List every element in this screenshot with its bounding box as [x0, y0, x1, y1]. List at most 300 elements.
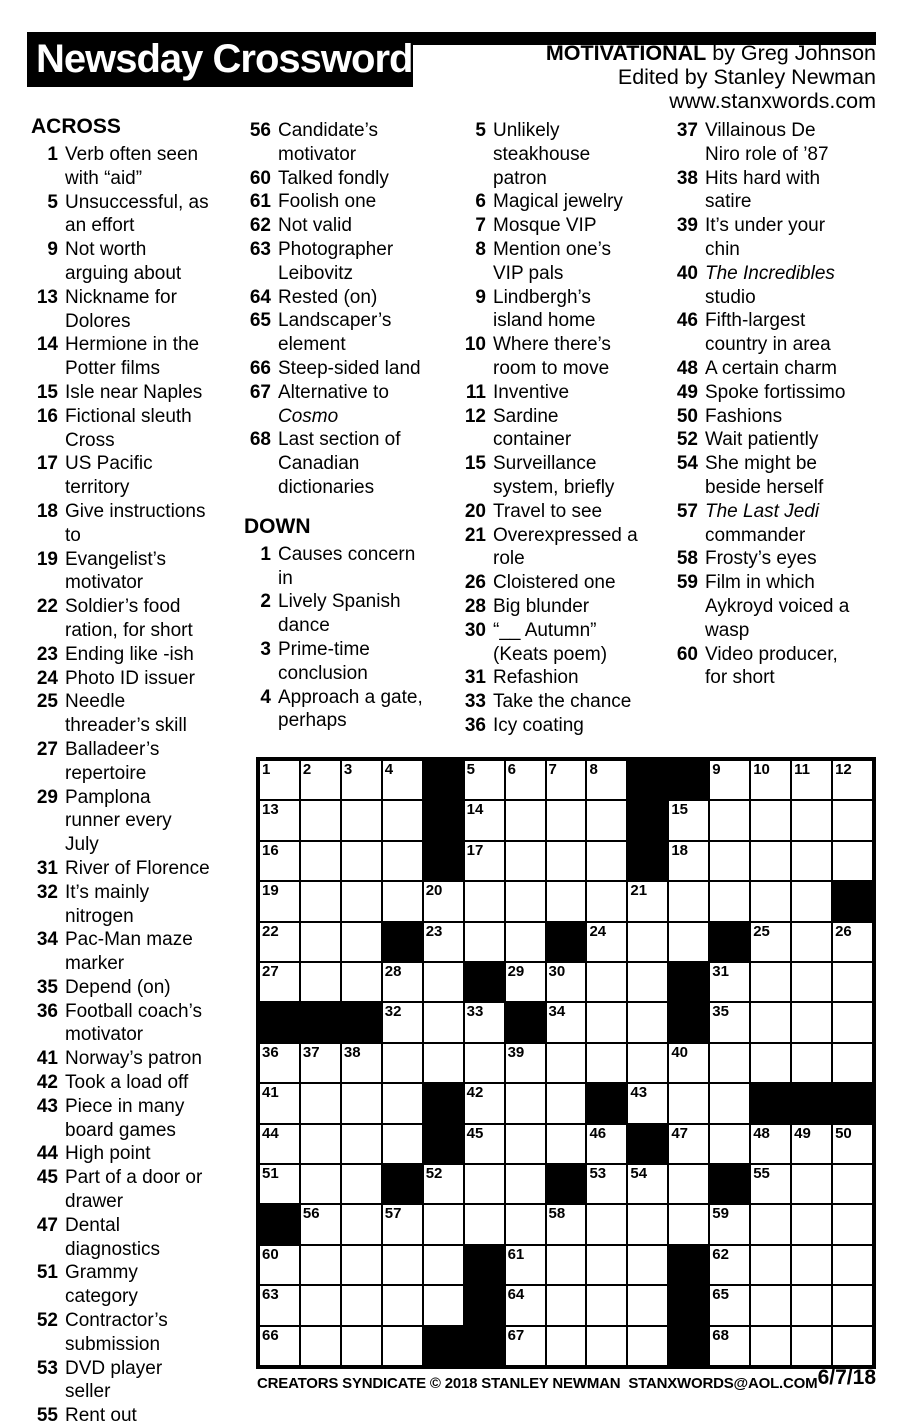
grid-cell-r10c3[interactable] — [341, 1124, 382, 1164]
grid-cell-r5c11[interactable] — [668, 922, 709, 962]
grid-cell-r1c7[interactable] — [505, 760, 546, 800]
grid-cell-r1c4[interactable] — [382, 760, 423, 800]
grid-cell-r6c3[interactable] — [341, 962, 382, 1002]
clue-number: 46 — [676, 310, 698, 332]
grid-cell-r11c9[interactable] — [586, 1164, 627, 1204]
grid-cell-r7c13[interactable] — [750, 1002, 791, 1042]
grid-cell-r15c12[interactable] — [709, 1326, 750, 1366]
clue-across-14 — [30, 333, 240, 381]
grid-cell-r3c15[interactable] — [832, 841, 873, 881]
grid-cell-r2c11[interactable] — [668, 800, 709, 840]
grid-cell-r4c1[interactable] — [259, 881, 300, 921]
grid-cell-r8c3[interactable] — [341, 1043, 382, 1083]
grid-cell-r13c1[interactable] — [259, 1245, 300, 1285]
grid-cell-r2c2[interactable] — [300, 800, 341, 840]
grid-cell-r13c8[interactable] — [546, 1245, 587, 1285]
clue-text: Prime-time conclusion — [278, 638, 370, 684]
clue-number: 54 — [676, 453, 698, 475]
grid-cell-r14c10[interactable] — [627, 1285, 668, 1325]
grid-cell-r13c4[interactable] — [382, 1245, 423, 1285]
grid-cell-r4c5[interactable] — [423, 881, 464, 921]
grid-cell-r1c8[interactable] — [546, 760, 587, 800]
grid-cell-r11c10[interactable] — [627, 1164, 668, 1204]
clue-text: Frosty’s eyes — [705, 548, 817, 570]
grid-cell-r12c7[interactable] — [505, 1204, 546, 1244]
clue-text: Wait patiently — [705, 429, 819, 451]
clue-across-65 — [243, 309, 456, 357]
grid-cell-r3c14[interactable] — [791, 841, 832, 881]
clue-number: 38 — [676, 167, 698, 189]
grid-cell-r11c5[interactable] — [423, 1164, 464, 1204]
clue-text: Fashions — [705, 405, 783, 427]
grid-cell-r2c3[interactable] — [341, 800, 382, 840]
grid-cell-r5c7[interactable] — [505, 922, 546, 962]
clue-column-1 — [30, 114, 240, 1424]
grid-cell-r10c15[interactable] — [832, 1124, 873, 1164]
grid-cell-r9c7[interactable] — [505, 1083, 546, 1123]
grid-cell-r14c8[interactable] — [546, 1285, 587, 1325]
grid-cell-r5c6[interactable] — [464, 922, 505, 962]
clue-text: Mosque VIP — [493, 215, 597, 237]
clue-number: 28 — [464, 595, 486, 617]
clue-number: 7 — [475, 215, 486, 237]
grid-cell-r14c3[interactable] — [341, 1285, 382, 1325]
grid-cell-r10c14[interactable] — [791, 1124, 832, 1164]
puzzle-website[interactable]: www.stanxwords.com — [669, 89, 876, 113]
cell-number: 28 — [384, 963, 402, 980]
grid-cell-r9c8[interactable] — [546, 1083, 587, 1123]
grid-cell-r7c8[interactable] — [546, 1002, 587, 1042]
clue-across-15 — [30, 381, 240, 405]
grid-cell-r11c15[interactable] — [832, 1164, 873, 1204]
grid-cell-r13c10[interactable] — [627, 1245, 668, 1285]
grid-cell-r14c14[interactable] — [791, 1285, 832, 1325]
clue-down-60 — [670, 643, 877, 691]
grid-cell-r12c3[interactable] — [341, 1204, 382, 1244]
grid-cell-r2c14[interactable] — [791, 800, 832, 840]
grid-cell-r12c10[interactable] — [627, 1204, 668, 1244]
cell-number: 20 — [425, 882, 443, 900]
grid-cell-r9c4[interactable] — [382, 1083, 423, 1123]
grid-cell-r2c8[interactable] — [546, 800, 587, 840]
grid-cell-r6c4[interactable] — [382, 962, 423, 1002]
grid-cell-r8c6[interactable] — [464, 1043, 505, 1083]
clue-across-52 — [30, 1309, 240, 1357]
grid-cell-r9c1[interactable] — [259, 1083, 300, 1123]
grid-cell-r5c13[interactable] — [750, 922, 791, 962]
cell-number: 10 — [753, 761, 770, 778]
grid-cell-r8c13[interactable] — [750, 1043, 791, 1083]
puzzle-title-line — [546, 41, 876, 65]
clue-across-25 — [30, 690, 240, 738]
clue-number: 47 — [36, 1214, 58, 1236]
grid-cell-r11c14[interactable] — [791, 1164, 832, 1204]
clue-number: 24 — [36, 667, 58, 689]
grid-cell-r6c7[interactable] — [505, 962, 546, 1002]
grid-cell-r8c7[interactable] — [505, 1043, 546, 1083]
grid-cell-r4c4[interactable] — [382, 881, 423, 921]
grid-cell-r1c3[interactable] — [341, 760, 382, 800]
clue-text: Alternative to Cosmo — [278, 381, 389, 427]
clue-across-43 — [30, 1095, 240, 1143]
grid-cell-r13c12[interactable] — [709, 1245, 750, 1285]
clue-number: 48 — [676, 357, 698, 379]
grid-cell-r5c1[interactable] — [259, 922, 300, 962]
grid-cell-r11c3[interactable] — [341, 1164, 382, 1204]
grid-cell-r10c8[interactable] — [546, 1124, 587, 1164]
grid-cell-r8c1[interactable] — [259, 1043, 300, 1083]
grid-cell-r11c7[interactable] — [505, 1164, 546, 1204]
across-heading: ACROSS — [31, 115, 121, 138]
clue-number: 57 — [676, 500, 698, 522]
grid-cell-r15c8[interactable] — [546, 1326, 587, 1366]
grid-cell-r4c6[interactable] — [464, 881, 505, 921]
grid-cell-r5c15[interactable] — [832, 922, 873, 962]
grid-cell-r9c2[interactable] — [300, 1083, 341, 1123]
grid-cell-r12c6[interactable] — [464, 1204, 505, 1244]
clue-down-2 — [243, 590, 456, 638]
grid-cell-r8c15[interactable] — [832, 1043, 873, 1083]
grid-cell-r6c5[interactable] — [423, 962, 464, 1002]
clue-across-23 — [30, 643, 240, 667]
grid-cell-r2c7[interactable] — [505, 800, 546, 840]
grid-cell-r3c3[interactable] — [341, 841, 382, 881]
grid-cell-r13c15[interactable] — [832, 1245, 873, 1285]
grid-cell-r3c4[interactable] — [382, 841, 423, 881]
grid-cell-r11c11[interactable] — [668, 1164, 709, 1204]
grid-cell-r13c13[interactable] — [750, 1245, 791, 1285]
grid-cell-r6c14[interactable] — [791, 962, 832, 1002]
grid-cell-r12c12[interactable] — [709, 1204, 750, 1244]
clue-across-47 — [30, 1214, 240, 1262]
grid-cell-r15c2[interactable] — [300, 1326, 341, 1366]
grid-cell-r4c7[interactable] — [505, 881, 546, 921]
clue-across-45 — [30, 1166, 240, 1214]
clue-text: Rent out — [65, 1405, 137, 1424]
cell-number: 63 — [262, 1286, 279, 1304]
grid-cell-r6c1[interactable] — [259, 962, 300, 1002]
clue-text: High point — [65, 1143, 151, 1165]
clue-number: 27 — [36, 738, 58, 760]
clue-down-33 — [458, 690, 668, 714]
clue-text: Fictional sleuth Cross — [65, 405, 192, 451]
grid-cell-r12c4[interactable] — [382, 1204, 423, 1244]
clue-text: It’s under your chin — [705, 215, 826, 260]
grid-cell-r10c12[interactable] — [709, 1124, 750, 1164]
grid-cell-r2c9[interactable] — [586, 800, 627, 840]
grid-cell-r4c10[interactable] — [627, 881, 668, 921]
grid-cell-r1c2[interactable] — [300, 760, 341, 800]
clue-text: It’s mainly nitrogen — [65, 881, 150, 927]
grid-cell-r3c1[interactable] — [259, 841, 300, 881]
grid-cell-r3c6[interactable] — [464, 841, 505, 881]
clue-text: Verb often seen with “aid” — [65, 144, 199, 189]
grid-cell-r14c5[interactable] — [423, 1285, 464, 1325]
clue-across-5 — [30, 191, 240, 239]
grid-cell-r15c3[interactable] — [341, 1326, 382, 1366]
clue-number: 9 — [475, 286, 486, 308]
grid-cell-r11c13[interactable] — [750, 1164, 791, 1204]
clue-across-64 — [243, 286, 456, 310]
cell-number: 2 — [302, 761, 312, 778]
clue-down-7 — [458, 214, 668, 238]
grid-cell-r12c14[interactable] — [791, 1204, 832, 1244]
grid-cell-r8c11[interactable] — [668, 1043, 709, 1083]
grid-cell-r13c7[interactable] — [505, 1245, 546, 1285]
grid-cell-r14c15[interactable] — [832, 1285, 873, 1325]
cell-number: 48 — [753, 1124, 770, 1142]
grid-cell-r7c12[interactable] — [709, 1002, 750, 1042]
grid-cell-r2c10-black — [627, 800, 668, 840]
grid-cell-r2c12[interactable] — [709, 800, 750, 840]
cell-number: 37 — [302, 1043, 320, 1061]
grid-cell-r2c13[interactable] — [750, 800, 791, 840]
grid-cell-r13c2[interactable] — [300, 1245, 341, 1285]
grid-cell-r10c7[interactable] — [505, 1124, 546, 1164]
grid-cell-r14c13[interactable] — [750, 1285, 791, 1325]
grid-cell-r6c2[interactable] — [300, 962, 341, 1002]
grid-cell-r7c10[interactable] — [627, 1002, 668, 1042]
grid-cell-r10c6[interactable] — [464, 1124, 505, 1164]
grid-cell-r1c13[interactable] — [750, 760, 791, 800]
grid-cell-r12c11[interactable] — [668, 1204, 709, 1244]
grid-cell-r9c10[interactable] — [627, 1083, 668, 1123]
grid-cell-r5c3[interactable] — [341, 922, 382, 962]
grid-cell-r1c1[interactable] — [259, 760, 300, 800]
grid-cell-r4c12[interactable] — [709, 881, 750, 921]
cell-number: 46 — [589, 1124, 607, 1142]
grid-cell-r1c14[interactable] — [791, 760, 832, 800]
grid-cell-r9c13-black — [750, 1083, 791, 1123]
grid-cell-r13c9[interactable] — [586, 1245, 627, 1285]
clue-across-44 — [30, 1142, 240, 1166]
clue-number: 44 — [36, 1143, 58, 1165]
grid-cell-r10c11[interactable] — [668, 1124, 709, 1164]
grid-cell-r4c14[interactable] — [791, 881, 832, 921]
grid-cell-r14c9[interactable] — [586, 1285, 627, 1325]
grid-cell-r7c9[interactable] — [586, 1002, 627, 1042]
grid-cell-r14c12[interactable] — [709, 1285, 750, 1325]
grid-cell-r3c11[interactable] — [668, 841, 709, 881]
clue-number: 59 — [676, 572, 698, 594]
grid-cell-r14c7[interactable] — [505, 1285, 546, 1325]
grid-cell-r8c14[interactable] — [791, 1043, 832, 1083]
grid-cell-r7c7-black — [505, 1002, 546, 1042]
clue-across-53 — [30, 1357, 240, 1405]
cell-number: 21 — [630, 882, 648, 900]
down-clues-part3 — [670, 119, 877, 690]
clue-down-11 — [458, 381, 668, 405]
grid-cell-r15c13[interactable] — [750, 1326, 791, 1366]
puzzle-credits — [546, 41, 876, 113]
grid-cell-r3c7[interactable] — [505, 841, 546, 881]
cell-number: 19 — [262, 882, 279, 900]
cell-number: 34 — [548, 1003, 566, 1021]
clue-number: 13 — [36, 286, 58, 308]
cell-number: 1 — [262, 761, 271, 778]
clue-number: 8 — [475, 238, 486, 260]
cell-number: 33 — [466, 1003, 484, 1021]
grid-cell-r8c10[interactable] — [627, 1043, 668, 1083]
grid-cell-r4c11[interactable] — [668, 881, 709, 921]
grid-cell-r5c5[interactable] — [423, 922, 464, 962]
clue-text: Took a load off — [65, 1072, 189, 1094]
clue-text: Where there’s room to move — [493, 334, 611, 379]
grid-cell-r7c5[interactable] — [423, 1002, 464, 1042]
grid-cell-r2c1[interactable] — [259, 800, 300, 840]
grid-cell-r6c12[interactable] — [709, 962, 750, 1002]
grid-cell-r5c14[interactable] — [791, 922, 832, 962]
clue-down-12 — [458, 405, 668, 453]
grid-cell-r12c5[interactable] — [423, 1204, 464, 1244]
clue-across-9 — [30, 238, 240, 286]
grid-cell-r5c10[interactable] — [627, 922, 668, 962]
clue-number: 50 — [676, 405, 698, 427]
grid-cell-r11c6[interactable] — [464, 1164, 505, 1204]
grid-cell-r14c11-black — [668, 1285, 709, 1325]
grid-cell-r4c3[interactable] — [341, 881, 382, 921]
clue-number: 35 — [36, 976, 58, 998]
grid-cell-r4c8[interactable] — [546, 881, 587, 921]
grid-cell-r2c15[interactable] — [832, 800, 873, 840]
clue-text: Hits hard with satire — [705, 167, 821, 213]
grid-cell-r7c14[interactable] — [791, 1002, 832, 1042]
grid-cell-r9c12[interactable] — [709, 1083, 750, 1123]
grid-cell-r4c13[interactable] — [750, 881, 791, 921]
grid-cell-r7c15[interactable] — [832, 1002, 873, 1042]
grid-cell-r10c2[interactable] — [300, 1124, 341, 1164]
footer-syndicate: CREATORS SYNDICATE © 2018 STANLEY NEWMAN STANXWORDS@AOL.COM — [257, 1375, 818, 1392]
clue-text: Grammy category — [65, 1262, 138, 1308]
clue-number: 4 — [260, 686, 271, 708]
grid-cell-r7c4[interactable] — [382, 1002, 423, 1042]
clue-text: Icy coating — [493, 714, 584, 736]
grid-cell-r1c6[interactable] — [464, 760, 505, 800]
grid-cell-r14c1[interactable] — [259, 1285, 300, 1325]
clue-number: 34 — [36, 929, 58, 951]
grid-cell-r1c12[interactable] — [709, 760, 750, 800]
clue-column-3 — [458, 119, 668, 738]
grid-cell-r10c13[interactable] — [750, 1124, 791, 1164]
grid-cell-r6c15[interactable] — [832, 962, 873, 1002]
grid-cell-r15c4[interactable] — [382, 1326, 423, 1366]
clue-down-39 — [670, 214, 877, 262]
clue-text: Football coach’s motivator — [65, 1000, 202, 1046]
grid-cell-r3c13[interactable] — [750, 841, 791, 881]
grid-cell-r13c14[interactable] — [791, 1245, 832, 1285]
grid-cell-r9c3[interactable] — [341, 1083, 382, 1123]
clue-number: 45 — [36, 1167, 58, 1189]
grid-cell-r2c4[interactable] — [382, 800, 423, 840]
grid-cell-r4c9[interactable] — [586, 881, 627, 921]
clue-text: Candidate’s motivator — [278, 120, 379, 165]
grid-cell-r12c15[interactable] — [832, 1204, 873, 1244]
grid-cell-r9c6[interactable] — [464, 1083, 505, 1123]
grid-cell-r8c12[interactable] — [709, 1043, 750, 1083]
clue-down-6 — [458, 190, 668, 214]
grid-cell-r6c13[interactable] — [750, 962, 791, 1002]
grid-cell-r12c8[interactable] — [546, 1204, 587, 1244]
clue-text: Talked fondly — [278, 167, 389, 189]
grid-cell-r3c8[interactable] — [546, 841, 587, 881]
grid-cell-r15c7[interactable] — [505, 1326, 546, 1366]
grid-cell-r9c11[interactable] — [668, 1083, 709, 1123]
grid-cell-r15c15[interactable] — [832, 1326, 873, 1366]
grid-cell-r8c5[interactable] — [423, 1043, 464, 1083]
clue-number: 60 — [676, 643, 698, 665]
grid-cell-r6c9[interactable] — [586, 962, 627, 1002]
grid-cell-r3c9[interactable] — [586, 841, 627, 881]
grid-cell-r10c1[interactable] — [259, 1124, 300, 1164]
grid-cell-r12c2[interactable] — [300, 1204, 341, 1244]
grid-cell-r14c4[interactable] — [382, 1285, 423, 1325]
clue-down-31 — [458, 666, 668, 690]
grid-cell-r6c8[interactable] — [546, 962, 587, 1002]
grid-cell-r13c5[interactable] — [423, 1245, 464, 1285]
grid-cell-r14c2[interactable] — [300, 1285, 341, 1325]
grid-cell-r4c2[interactable] — [300, 881, 341, 921]
cell-number: 15 — [671, 801, 689, 819]
clue-down-8 — [458, 238, 668, 286]
cell-number: 27 — [262, 963, 279, 980]
cell-number: 36 — [262, 1043, 279, 1061]
grid-cell-r12c13[interactable] — [750, 1204, 791, 1244]
grid-cell-r7c3-black — [341, 1002, 382, 1042]
grid-cell-r8c4[interactable] — [382, 1043, 423, 1083]
grid-cell-r8c2[interactable] — [300, 1043, 341, 1083]
grid-cell-r10c9[interactable] — [586, 1124, 627, 1164]
clue-down-21 — [458, 524, 668, 572]
grid-cell-r3c12[interactable] — [709, 841, 750, 881]
grid-cell-r6c11-black — [668, 962, 709, 1002]
grid-cell-r1c11-black — [668, 760, 709, 800]
grid-cell-r15c14[interactable] — [791, 1326, 832, 1366]
grid-cell-r10c4[interactable] — [382, 1124, 423, 1164]
grid-cell-r15c9[interactable] — [586, 1326, 627, 1366]
grid-cell-r6c10[interactable] — [627, 962, 668, 1002]
cell-number: 25 — [753, 922, 770, 940]
grid-cell-r13c3[interactable] — [341, 1245, 382, 1285]
clue-across-34 — [30, 928, 240, 976]
clue-number: 43 — [36, 1095, 58, 1117]
grid-cell-r8c9[interactable] — [586, 1043, 627, 1083]
grid-cell-r3c2[interactable] — [300, 841, 341, 881]
clue-number: 42 — [36, 1072, 58, 1094]
grid-cell-r12c9[interactable] — [586, 1204, 627, 1244]
grid-cell-r7c1-black — [259, 1002, 300, 1042]
clue-across-55 — [30, 1404, 240, 1424]
grid-cell-r5c2[interactable] — [300, 922, 341, 962]
clue-number: 15 — [464, 453, 486, 475]
clue-number: 22 — [36, 596, 58, 618]
grid-cell-r15c1[interactable] — [259, 1326, 300, 1366]
grid-cell-r2c6[interactable] — [464, 800, 505, 840]
grid-cell-r8c8[interactable] — [546, 1043, 587, 1083]
clue-number: 5 — [475, 120, 486, 141]
grid-cell-r5c9[interactable] — [586, 922, 627, 962]
grid-cell-r11c2[interactable] — [300, 1164, 341, 1204]
grid-cell-r7c6[interactable] — [464, 1002, 505, 1042]
grid-cell-r15c10[interactable] — [627, 1326, 668, 1366]
clue-text: Approach a gate, perhaps — [278, 686, 423, 732]
clue-down-9 — [458, 286, 668, 334]
grid-cell-r1c9[interactable] — [586, 760, 627, 800]
clue-across-22 — [30, 595, 240, 643]
grid-cell-r13c11-black — [668, 1245, 709, 1285]
clue-down-10 — [458, 333, 668, 381]
grid-cell-r1c15[interactable] — [832, 760, 873, 800]
grid-cell-r11c1[interactable] — [259, 1164, 300, 1204]
